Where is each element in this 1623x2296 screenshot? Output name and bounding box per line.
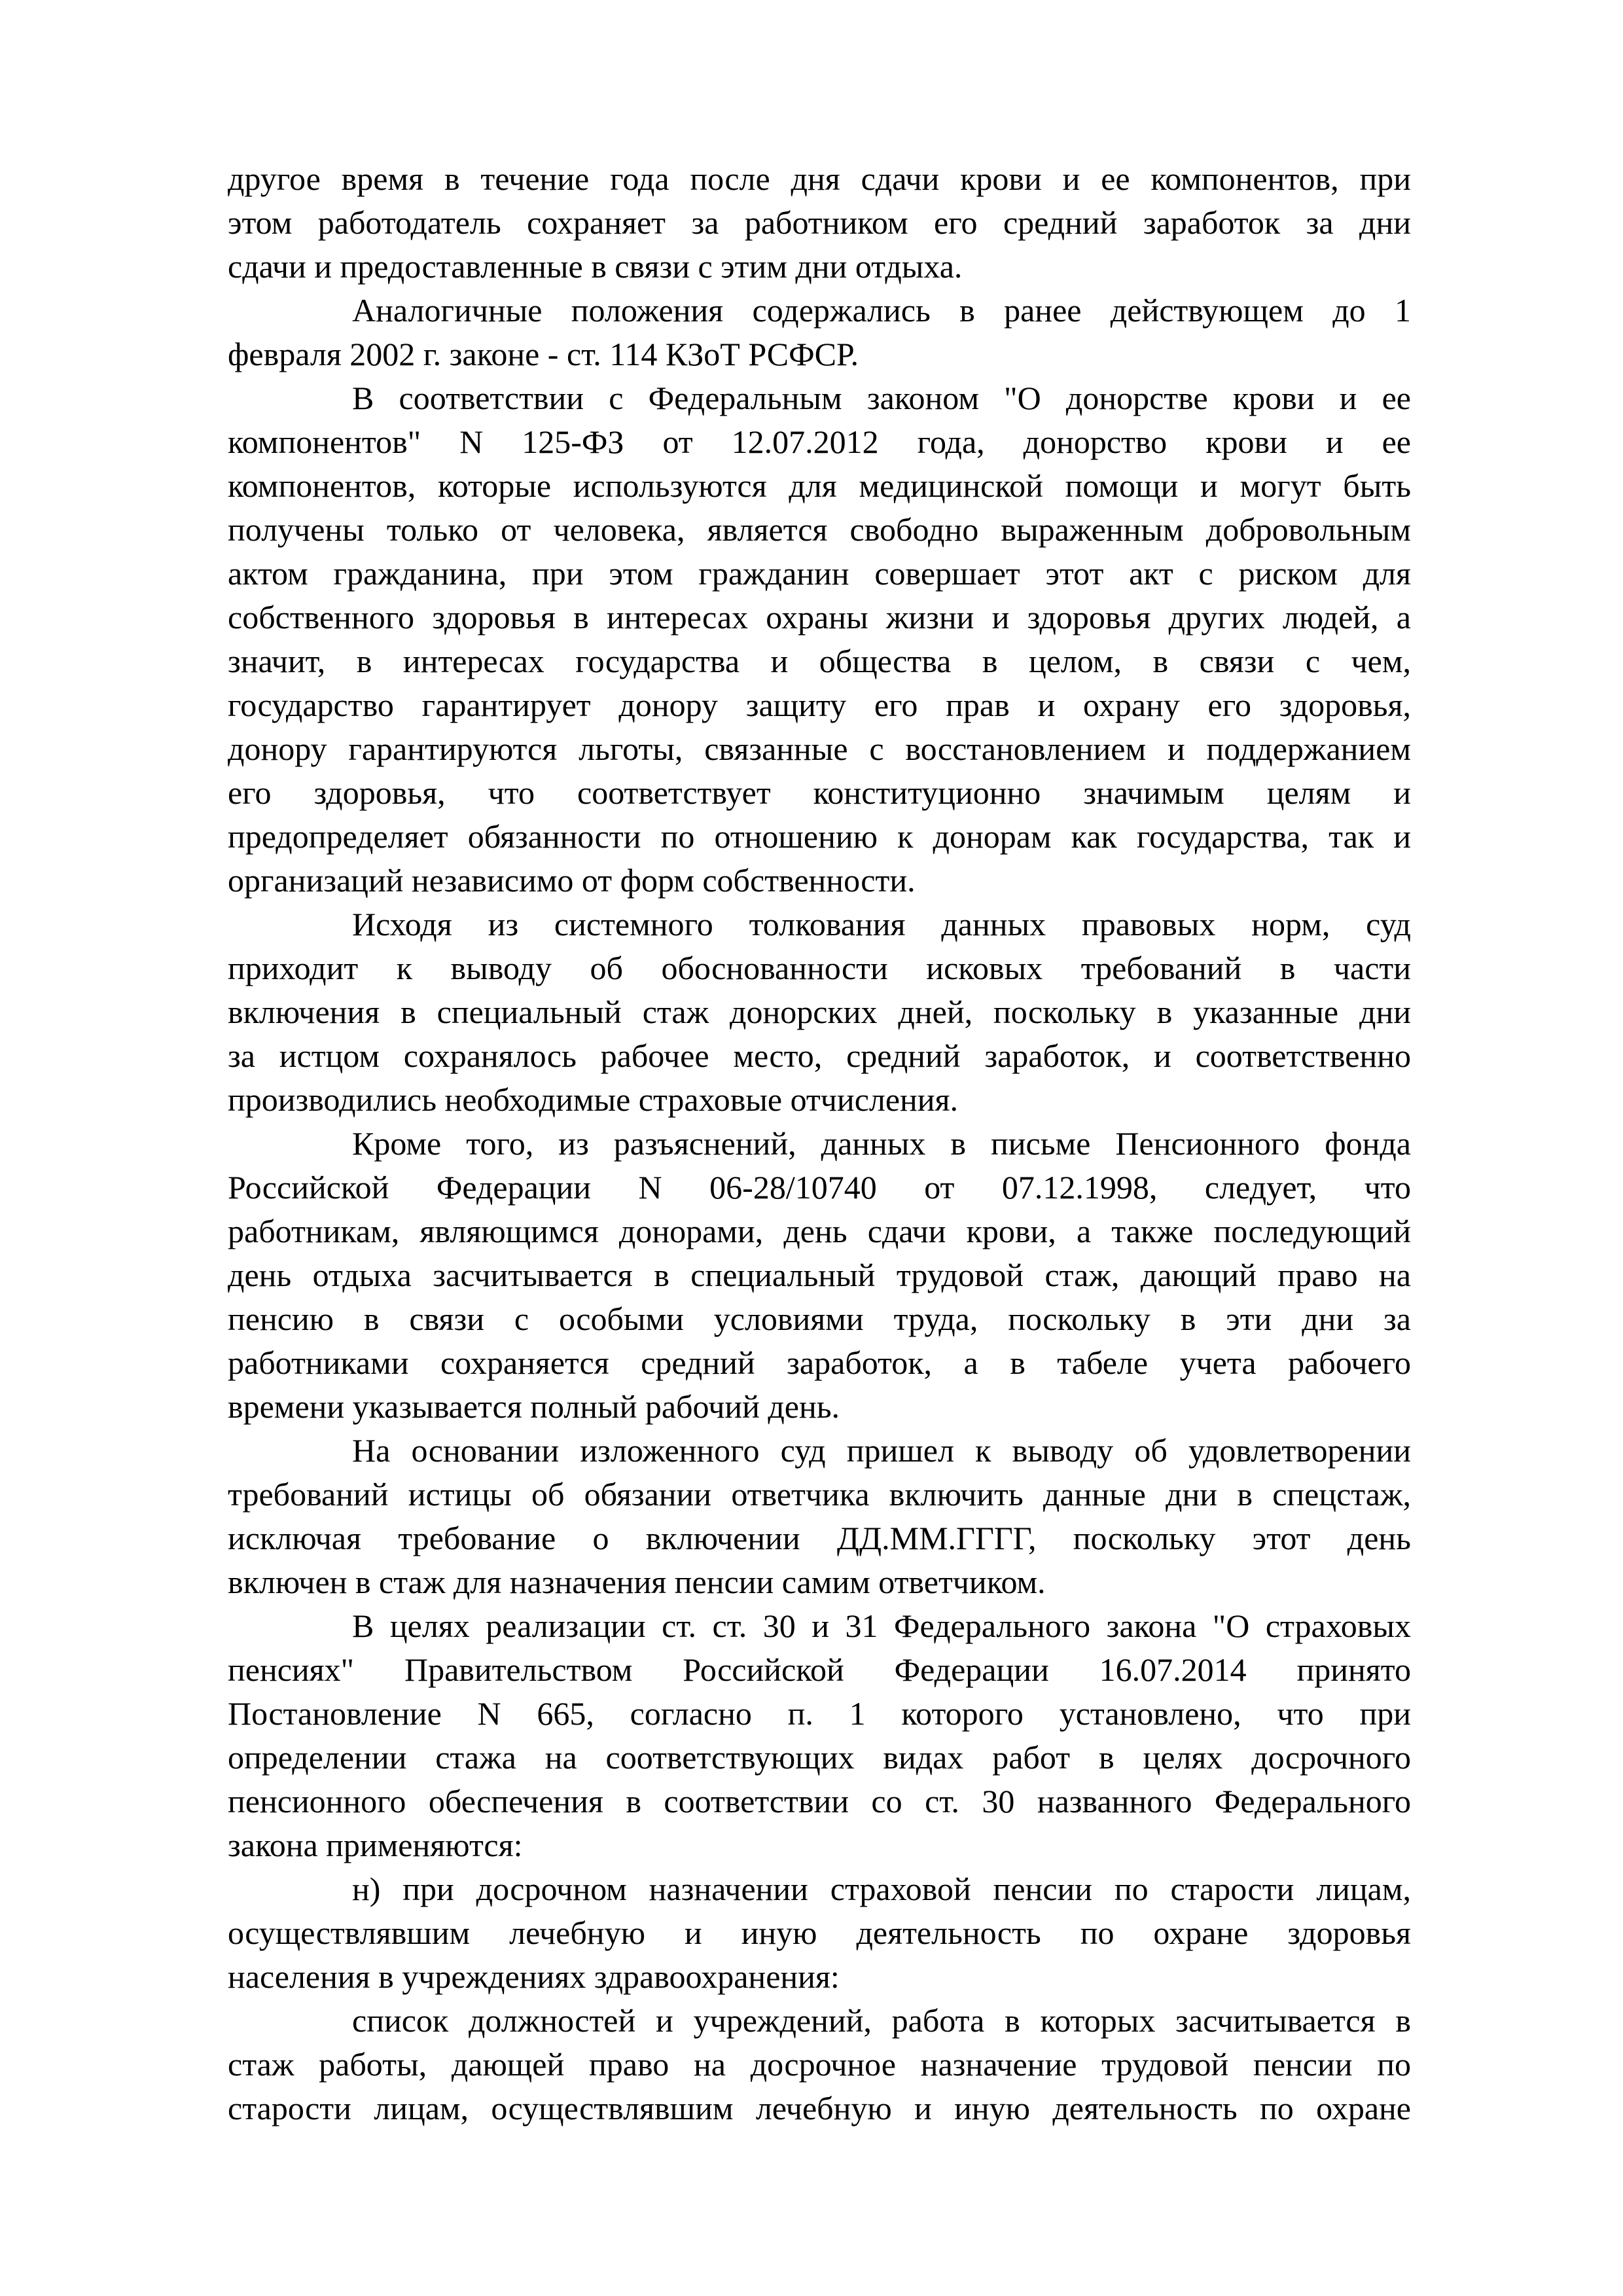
text-line: работникам, являющимся донорами, день сдачи крови, а также последующий xyxy=(228,1213,1411,1249)
paragraph xyxy=(228,376,1411,903)
text-line: времени указывается полный рабочий день. xyxy=(228,1388,840,1425)
text-line: Аналогичные положения содержались в ранее действующем до 1 xyxy=(352,292,1411,329)
text-line: день отдыха засчитывается в специальный трудовой стаж, дающий право на xyxy=(228,1257,1411,1293)
text-line: за истцом сохранялось рабочее место, средний заработок, и соответственно xyxy=(228,1037,1411,1074)
text-line: Российской Федерации N 06-28/10740 от 07.12.1998, следует, что xyxy=(228,1169,1411,1206)
text-line: В целях реализации ст. ст. 30 и 31 Федерального закона "О страховых xyxy=(352,1607,1411,1644)
paragraph xyxy=(228,903,1411,1122)
text-line: осуществлявшим лечебную и иную деятельность по охране здоровья xyxy=(228,1914,1411,1951)
text-line: компонентов, которые используются для медицинской помощи и могут быть xyxy=(228,467,1411,504)
text-line: работниками сохраняется средний заработок, а в табеле учета рабочего xyxy=(228,1344,1411,1381)
text-line: производились необходимые страховые отчисления. xyxy=(228,1081,959,1118)
text-line: пенсионного обеспечения в соответствии со ст. 30 названного Федерального xyxy=(228,1783,1411,1820)
text-line: его здоровья, что соответствует конституционно значимым целям и xyxy=(228,774,1411,811)
paragraph xyxy=(228,1867,1411,1999)
text-line: список должностей и учреждений, работа в которых засчитывается в xyxy=(352,2002,1411,2039)
text-line: требований истицы об обязании ответчика включить данные дни в спецстаж, xyxy=(228,1476,1411,1513)
paragraph xyxy=(228,1999,1411,2130)
paragraph xyxy=(228,157,1411,289)
text-line: актом гражданина, при этом гражданин совершает этот акт с риском для xyxy=(228,555,1411,592)
text-line: пенсию в связи с особыми условиями труда, поскольку в эти дни за xyxy=(228,1300,1411,1337)
text-line: собственного здоровья в интересах охраны жизни и здоровья других людей, а xyxy=(228,599,1411,636)
text-line: включен в стаж для назначения пенсии самим ответчиком. xyxy=(228,1564,1046,1600)
text-line: компонентов" N 125-ФЗ от 12.07.2012 года, донорство крови и ее xyxy=(228,423,1411,460)
text-line: предопределяет обязанности по отношению к донорам как государства, так и xyxy=(228,818,1411,855)
text-line: сдачи и предоставленные в связи с этим дни отдыха. xyxy=(228,248,963,285)
text-line: государство гарантирует донору защиту его прав и охрану его здоровья, xyxy=(228,687,1411,723)
text-line: Кроме того, из разъяснений, данных в письме Пенсионного фонда xyxy=(352,1125,1411,1162)
paragraph xyxy=(228,1429,1411,1604)
text-line: значит, в интересах государства и общества в целом, в связи с чем, xyxy=(228,643,1411,679)
paragraph xyxy=(228,1604,1411,1867)
text-line: Исходя из системного толкования данных правовых норм, суд xyxy=(352,906,1411,942)
text-line: февраля 2002 г. законе - ст. 114 КЗоТ РСФСР. xyxy=(228,336,859,372)
text-line: стаж работы, дающей право на досрочное назначение трудовой пенсии по xyxy=(228,2046,1411,2083)
text-line: На основании изложенного суд пришел к выводу об удовлетворении xyxy=(352,1432,1411,1469)
text-line: Постановление N 665, согласно п. 1 которого установлено, что при xyxy=(228,1695,1411,1732)
text-line: этом работодатель сохраняет за работником его средний заработок за дни xyxy=(228,204,1411,241)
text-line: другое время в течение года после дня сдачи крови и ее компонентов, при xyxy=(228,160,1411,197)
paragraph xyxy=(228,1122,1411,1429)
text-line: получены только от человека, является свободно выраженным добровольным xyxy=(228,511,1411,548)
text-line: исключая требование о включении ДД.ММ.ГГГГ, поскольку этот день xyxy=(228,1520,1411,1556)
text-line: закона применяются: xyxy=(228,1827,523,1863)
document-text xyxy=(228,157,1411,2130)
text-line: приходит к выводу об обоснованности исковых требований в части xyxy=(228,950,1411,986)
text-line: населения в учреждениях здравоохранения: xyxy=(228,1958,840,1995)
text-line: В соответствии с Федеральным законом "О донорстве крови и ее xyxy=(352,380,1411,416)
text-line: старости лицам, осуществлявшим лечебную и иную деятельность по охране xyxy=(228,2090,1411,2126)
text-line: организаций независимо от форм собственности. xyxy=(228,862,916,899)
text-line: определении стажа на соответствующих видах работ в целях досрочного xyxy=(228,1739,1411,1776)
text-line: н) при досрочном назначении страховой пенсии по старости лицам, xyxy=(352,1871,1411,1907)
paragraph xyxy=(228,289,1411,376)
text-line: пенсиях" Правительством Российской Федерации 16.07.2014 принято xyxy=(228,1651,1411,1688)
text-line: донору гарантируются льготы, связанные с восстановлением и поддержанием xyxy=(228,730,1411,767)
text-line: включения в специальный стаж донорских дней, поскольку в указанные дни xyxy=(228,994,1411,1030)
